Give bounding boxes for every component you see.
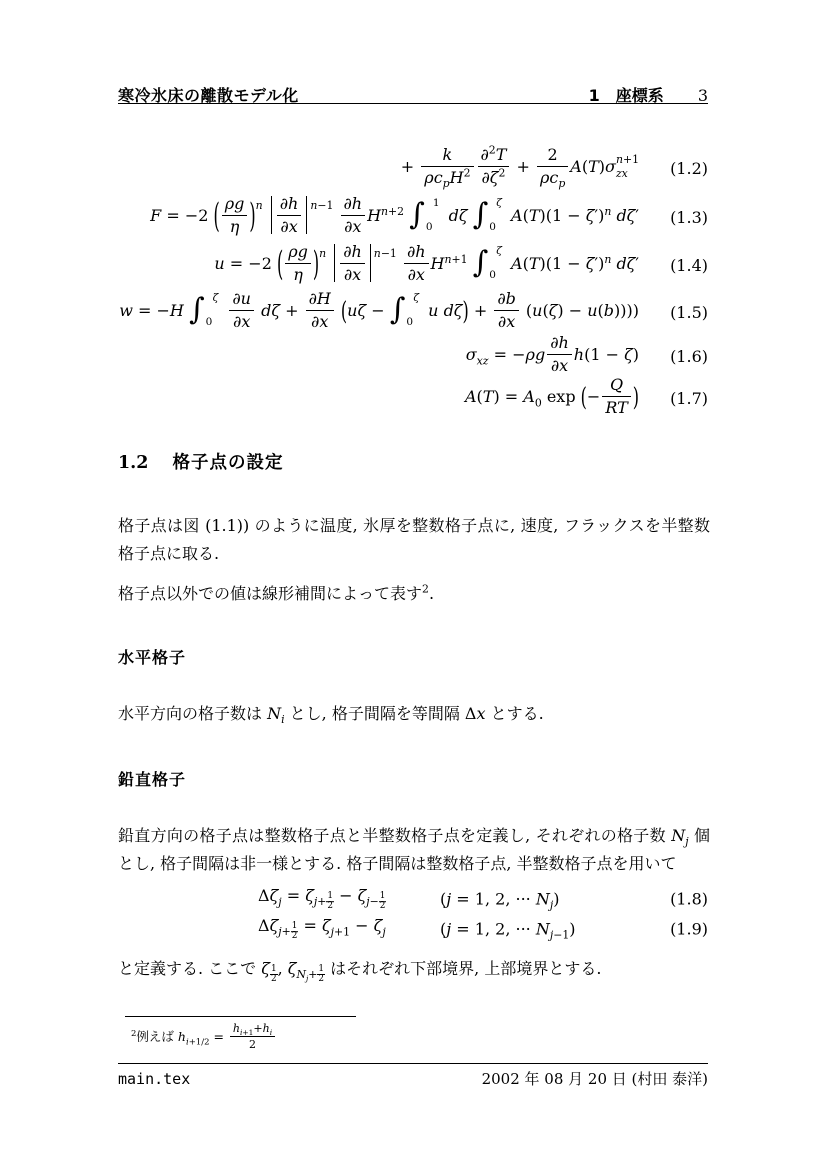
equation-lhs: $\Delta\zeta_j = \zeta_{j+ \frac{1}{2}}$ − $\zeta_{j- \frac{1}{2}}$ (258, 886, 386, 911)
equation-content: F = −2 ( $\frac{\rho g}{\eta}$ )$^n$ $\frac{\partial h}{\partial x}$ $^{n-1}$ $\frac{\partial h}{\partial x}$ $H^{n+2}$ ∫ 1 0 dζ ∫ ζ 0 $A(T)(1 - \zeta')^n$ dζ′ (150, 194, 639, 236)
equation-1-8 (118, 884, 708, 914)
paragraph-interpolation: 格子点以外での値は線形補間によって表す$^2$. (118, 582, 435, 603)
footer-rule (118, 1063, 708, 1064)
equation-content: u = −2 ( $\frac{\rho g}{\eta}$ )$^n$ $\frac{\partial h}{\partial x}$ $^{n-1}$ $\frac{\partial h}{\partial x}$ $H^{n+1}$ ∫ ζ 0 $A(T)(1 - \zeta')^n$ dζ′ (214, 242, 639, 284)
paragraph-vertical-grid: 鉛直方向の格子点は整数格子点と半整数格子点を定義し, それぞれの格子数 $N_j$ 個とし, 格子間隔は非一様とする. 格子間隔は整数格子点, 半整数格子点を用いて (118, 826, 710, 873)
equation-1-3 (118, 191, 708, 243)
equation-number: (1.7) (670, 388, 708, 408)
equation-number: (1.6) (670, 346, 708, 366)
section-label: 1 座標系 (588, 86, 664, 105)
page-footer (118, 1068, 708, 1089)
footer-filename: main.tex (118, 1070, 191, 1088)
equation-content: + k $\rho c_pH^2$ $\frac{\partial^2T}{\partial\zeta^2}$ + 2 $\rho c_p$ A(T)σ n+1 zx (400, 143, 639, 190)
equation-number: (1.8) (670, 889, 708, 909)
section-number: 1.2 (118, 453, 149, 473)
equation-1-6 (118, 335, 708, 377)
equation-condition: (j = 1, 2, ··· $N_j$) (440, 889, 560, 912)
equation-1-7 (118, 376, 708, 420)
paragraph-grid-points: 格子点は図 (1.1)) のように温度, 氷厚を整数格子点に, 速度, フラックスを半整数格子点に取る. (118, 516, 710, 563)
equation-content: $\sigma_{xz} = -\rho g$ $\frac{\partial h}{\partial x}$ h(1 − ζ) (465, 333, 639, 375)
equation-number: (1.2) (670, 158, 708, 178)
page-number: 3 (697, 86, 708, 105)
paragraph-definition: と定義する. ここで ζ $_{\frac{1}{2}}$ , $\zeta_{N_j+ \frac{1}{2}}$ はそれぞれ下部境界, 上部境界とする. (118, 959, 602, 984)
running-title: 寒冷氷床の離散モデル化 (118, 86, 299, 105)
footnote: $^2$例えば $h_{i+1/2}$ = $\frac{h_{i+1}+h_i}{2}$ (131, 1023, 277, 1052)
equation-content: w = −H ∫ ζ 0 $\frac{\partial u}{\partial x}$ dζ + $\frac{\partial H}{\partial x}$ (uζ − ∫ ζ 0 u dζ) + $\frac{\partial b}{\partial x}$ (u(ζ) − u(b)))) (119, 289, 639, 331)
equation-number: (1.3) (670, 207, 708, 227)
equation-number: (1.9) (670, 919, 708, 939)
section-title: 格子点の設定 (172, 453, 284, 473)
subheading-vertical-grid: 鉛直格子 (118, 770, 187, 789)
equation-lhs: $\Delta\zeta_{j+ \frac{1}{2}}$ = $\zeta_{j+1} - \zeta_j$ (258, 916, 386, 941)
footer-date-author: 2002 年 08 月 20 日 (村田 泰洋) (481, 1070, 708, 1088)
footnote-rule (125, 1016, 356, 1017)
equation-1-9 (118, 914, 708, 944)
equation-number: (1.4) (670, 255, 708, 275)
equation-1-5 (118, 286, 708, 338)
section-heading (118, 449, 283, 474)
equation-number: (1.5) (670, 302, 708, 322)
paragraph-horizontal-grid: 水平方向の格子数は $N_i$ とし, 格子間隔を等間隔 Δx とする. (118, 704, 544, 727)
subheading-horizontal-grid: 水平格子 (118, 648, 187, 667)
equation-1-4 (118, 239, 708, 291)
header-rule (118, 103, 708, 104)
equation-content: $A(T) = A_0$ exp (− $\frac{Q}{RT}$ ) (464, 375, 639, 417)
equation-1-2 (118, 142, 708, 194)
equation-condition: (j = 1, 2, ··· $N_{j-1}$) (440, 919, 576, 942)
